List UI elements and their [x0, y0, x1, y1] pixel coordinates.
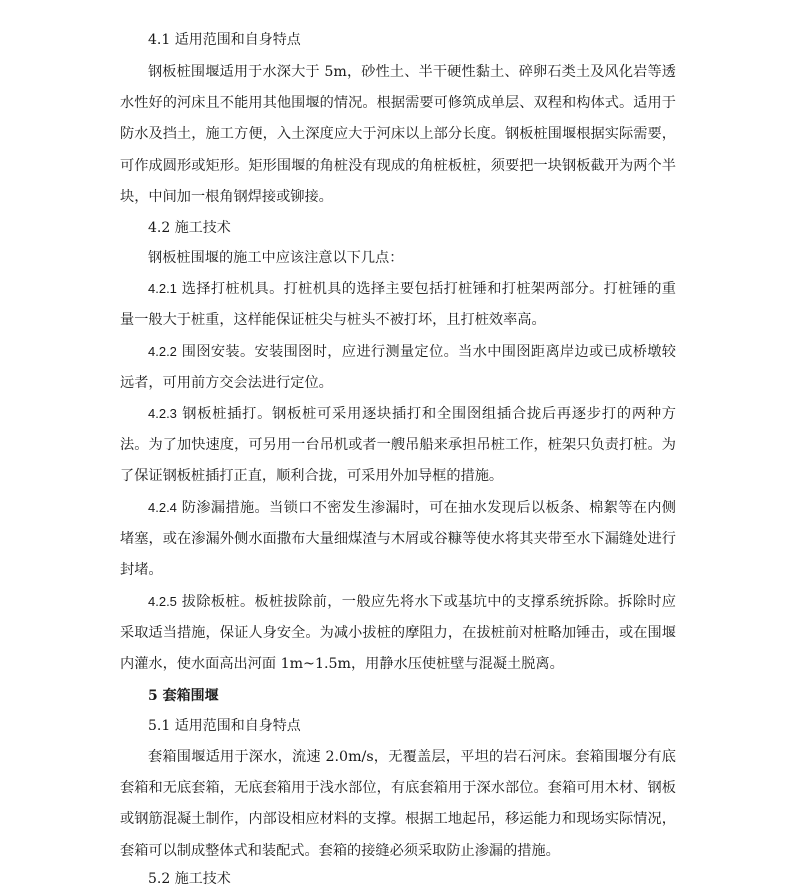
section-4-1-paragraph: 钢板桩围堰适用于水深大于 5m，砂性土、半干硬性黏土、碎卵石类土及风化岩等透水性好的河床且不能用其他围堰的情况。根据需要可修筑成单层、双程和构体式。适用于防水及挡土，施工方便，入土深度应大于河床以上部分长度。钢板桩围堰根据实际需要，可作成圆形或矩形。矩形围堰的角桩没有现成的角桩板桩，须要把一块钢板截开为两个半块，中间加一根角钢焊接或铆接。 [120, 64, 676, 205]
item-4-2-2 [120, 336, 676, 399]
item-4-2-5 [120, 586, 676, 681]
item-4-2-4 [120, 492, 676, 587]
item-4-2-4-number: 4.2.4 [148, 500, 177, 515]
section-5-title: 5 套箱围堰 [148, 688, 219, 704]
item-4-2-1-number: 4.2.1 [148, 281, 177, 296]
section-5-2-title-partial: 5.2 施工技术 [148, 871, 231, 887]
item-4-2-1 [120, 273, 676, 336]
section-4-1-title: 4.1 适用范围和自身特点 [148, 32, 301, 48]
item-4-2-2-number: 4.2.2 [148, 344, 177, 359]
item-4-2-5-number: 4.2.5 [148, 594, 177, 609]
item-4-2-3-text: 钢板桩插打。钢板桩可采用逐块插打和全围囹组插合拢后再逐步打的两种方法。为了加快速度，可另用一台吊机或者一艘吊船来承担吊桩工作，桩架只负责打桩。为了保证钢板桩插打正直，顺利合拢，可采用外加导框的措施。 [120, 406, 676, 485]
section-4-2-title: 4.2 施工技术 [148, 220, 231, 236]
item-4-2-1-text: 选择打桩机具。打桩机具的选择主要包括打桩锤和打桩架两部分。打桩锤的重量一般大于桩重，这样能保证桩尖与桩头不被打坏，且打桩效率高。 [120, 281, 676, 329]
item-4-2-2-text: 围囹安装。安装围囹时，应进行测量定位。当水中围囹距离岸边或已成桥墩较远者，可用前方交会法进行定位。 [120, 344, 676, 392]
section-5-1-paragraph: 套箱围堰适用于深水，流速 2.0m/s，无覆盖层，平坦的岩石河床。套箱围堰分有底套箱和无底套箱，无底套箱用于浅水部位，有底套箱用于深水部位。套箱可用木材、钢板或钢筋混凝土制作，内部设相应材料的支撑。根据工地起吊，移运能力和现场实际情况，套箱可以制成整体式和装配式。套箱的接缝必须采取防止渗漏的措施。 [120, 749, 676, 859]
section-4-2-intro: 钢板桩围堰的施工中应该注意以下几点： [148, 250, 404, 266]
section-5-1-title: 5.1 适用范围和自身特点 [148, 718, 301, 734]
item-4-2-5-text: 拔除板桩。板桩拔除前，一般应先将水下或基坑中的支撑系统拆除。拆除时应采取适当措施，保证人身安全。为减小拔桩的摩阻力，在拔桩前对桩略加锤击，或在围堰内灌水，使水面高出河面 1m~1.5m，用静水压使桩壁与混凝土脱离。 [120, 594, 676, 673]
item-4-2-3 [120, 398, 676, 493]
item-4-2-4-text: 防渗漏措施。当锁口不密发生渗漏时，可在抽水发现后以板条、棉絮等在内侧堵塞，或在渗漏外侧水面撒布大量细煤渣与木屑或谷糠等使水将其夹带至水下漏缝处进行封堵。 [120, 500, 676, 579]
item-4-2-3-number: 4.2.3 [148, 406, 177, 421]
